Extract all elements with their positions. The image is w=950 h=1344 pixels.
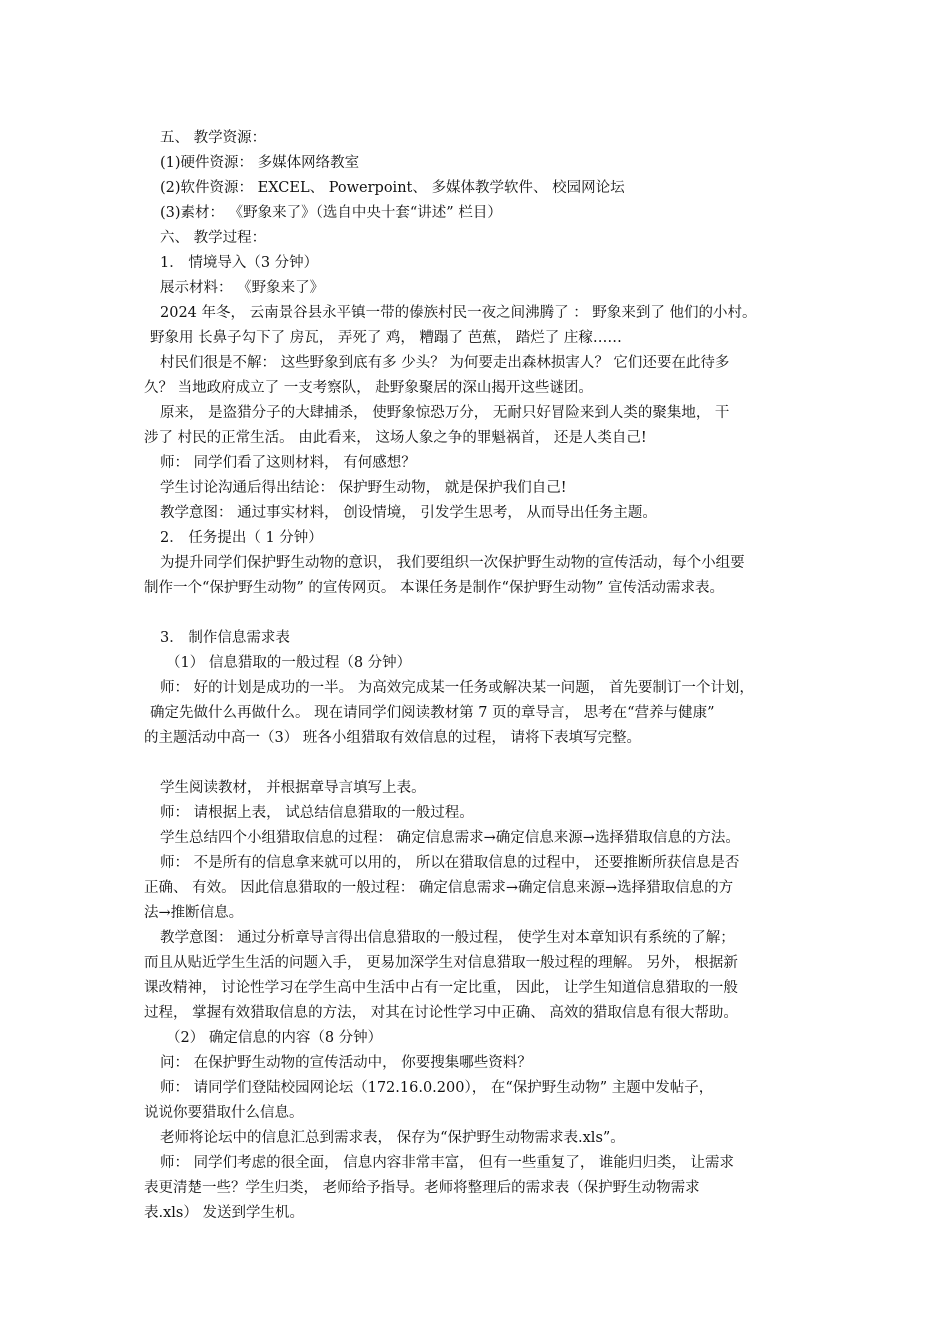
text-line: 学生总结四个小组猎取信息的过程： 确定信息需求→确定信息来源→选择猎取信息的方法。 bbox=[160, 830, 740, 846]
section-heading-resources: 五、 教学资源： bbox=[160, 130, 267, 146]
text-line: 的主题活动中高一（3） 班各小组猎取有效信息的过程， 请将下表填写完整。 bbox=[144, 730, 641, 746]
text-line: 展示材料： 《野象来了》 bbox=[160, 280, 325, 296]
text-line: 而且从贴近学生生活的问题入手， 更易加深学生对信息猎取一般过程的理解。 另外， 根据新 bbox=[144, 955, 738, 971]
subheading-demand-table: 3． 制作信息需求表 bbox=[160, 630, 290, 646]
text-line: 为提升同学们保护野生动物的意识， 我们要组织一次保护野生动物的宣传活动，每个小组要 bbox=[160, 555, 745, 571]
subheading-task: 2． 任务提出（ 1 分钟） bbox=[160, 530, 323, 546]
text-line: (2)软件资源： EXCEL、 Powerpoint、 多媒体教学软件、 校园网论坛 bbox=[160, 180, 625, 196]
subheading-info-content: （2） 确定信息的内容（8 分钟） bbox=[166, 1030, 383, 1046]
text-line: 师： 请根据上表， 试总结信息猎取的一般过程。 bbox=[160, 805, 474, 821]
text-line: (3)素材： 《野象来了》（选自中央十套“讲述” 栏目） bbox=[160, 205, 502, 221]
text-line: 久？ 当地政府成立了 一支考察队， 赴野象聚居的深山揭开这些谜团。 bbox=[144, 380, 593, 396]
text-line: 师： 不是所有的信息拿来就可以用的， 所以在猎取信息的过程中， 还要推断所获信息是否 bbox=[160, 855, 740, 871]
text-line: 教学意图： 通过分析章导言得出信息猎取的一般过程， 使学生对本章知识有系统的了解； bbox=[160, 930, 735, 946]
text-line: 师： 请同学们登陆校园网论坛（172.16.0.200）， 在“保护野生动物” 主题中发帖子， bbox=[160, 1080, 714, 1096]
text-line: 野象用 长鼻子勾下了 房瓦， 弄死了 鸡， 糟蹋了 芭蕉， 踏烂了 庄稼…… bbox=[150, 330, 622, 346]
subheading-situation: 1． 情境导入（3 分钟） bbox=[160, 255, 319, 271]
text-line: 说说你要猎取什么信息。 bbox=[144, 1105, 304, 1121]
text-line: 师： 好的计划是成功的一半。 为高效完成某一任务或解决某一问题， 首先要制订一个计划， bbox=[160, 680, 754, 696]
text-line: 正确、 有效。 因此信息猎取的一般过程： 确定信息需求→确定信息来源→选择猎取信息的方 bbox=[144, 880, 734, 896]
text-line: 过程， 掌握有效猎取信息的方法， 对其在讨论性学习中正确、 高效的猎取信息有很大帮助。 bbox=[144, 1005, 738, 1021]
text-line: 法→推断信息。 bbox=[144, 905, 244, 921]
text-line: (1)硬件资源： 多媒体网络教室 bbox=[160, 155, 360, 171]
text-line: 问： 在保护野生动物的宣传活动中， 你要搜集哪些资料？ bbox=[160, 1055, 532, 1071]
text-line: 老师将论坛中的信息汇总到需求表， 保存为“保护野生动物需求表.xls”。 bbox=[160, 1130, 625, 1146]
subheading-process-steps: （1） 信息猎取的一般过程（8 分钟） bbox=[166, 655, 412, 671]
text-line: 师： 同学们考虑的很全面， 信息内容非常丰富， 但有一些重复了， 谁能归归类， 让需求 bbox=[160, 1155, 735, 1171]
text-line: 表更清楚一些？学生归类， 老师给予指导。老师将整理后的需求表（保护野生动物需求 bbox=[144, 1180, 700, 1196]
text-line: 教学意图： 通过事实材料， 创设情境， 引发学生思考， 从而导出任务主题。 bbox=[160, 505, 657, 521]
text-line: 涉了 村民的正常生活。 由此看来， 这场人象之争的罪魁祸首， 还是人类自己! bbox=[144, 430, 647, 446]
text-line: 村民们很是不解： 这些野象到底有多 少头？ 为何要走出森林损害人？ 它们还要在此待多 bbox=[160, 355, 730, 371]
text-line: 学生讨论沟通后得出结论： 保护野生动物， 就是保护我们自己! bbox=[160, 480, 567, 496]
text-line: 确定先做什么再做什么。 现在请同学们阅读教材第 7 页的章导言， 思考在“营养与健康” bbox=[150, 705, 715, 721]
section-heading-process: 六、 教学过程： bbox=[160, 230, 267, 246]
text-line: 师： 同学们看了这则材料， 有何感想？ bbox=[160, 455, 416, 471]
text-line: 制作一个“保护野生动物” 的宣传网页。 本课任务是制作“保护野生动物” 宣传活动需求表。 bbox=[144, 580, 724, 596]
text-line: 原来， 是盗猎分子的大肆捕杀， 使野象惊恐万分， 无耐只好冒险来到人类的聚集地， 干 bbox=[160, 405, 730, 421]
text-line: 表.xls） 发送到学生机。 bbox=[144, 1205, 304, 1221]
text-line: 2024 年冬， 云南景谷县永平镇一带的傣族村民一夜之间沸腾了 ： 野象来到了 他们的小村。 bbox=[160, 305, 757, 321]
text-line: 课改精神， 讨论性学习在学生高中生活中占有一定比重， 因此， 让学生知道信息猎取的一般 bbox=[144, 980, 738, 996]
text-line: 学生阅读教材， 并根据章导言填写上表。 bbox=[160, 780, 426, 796]
